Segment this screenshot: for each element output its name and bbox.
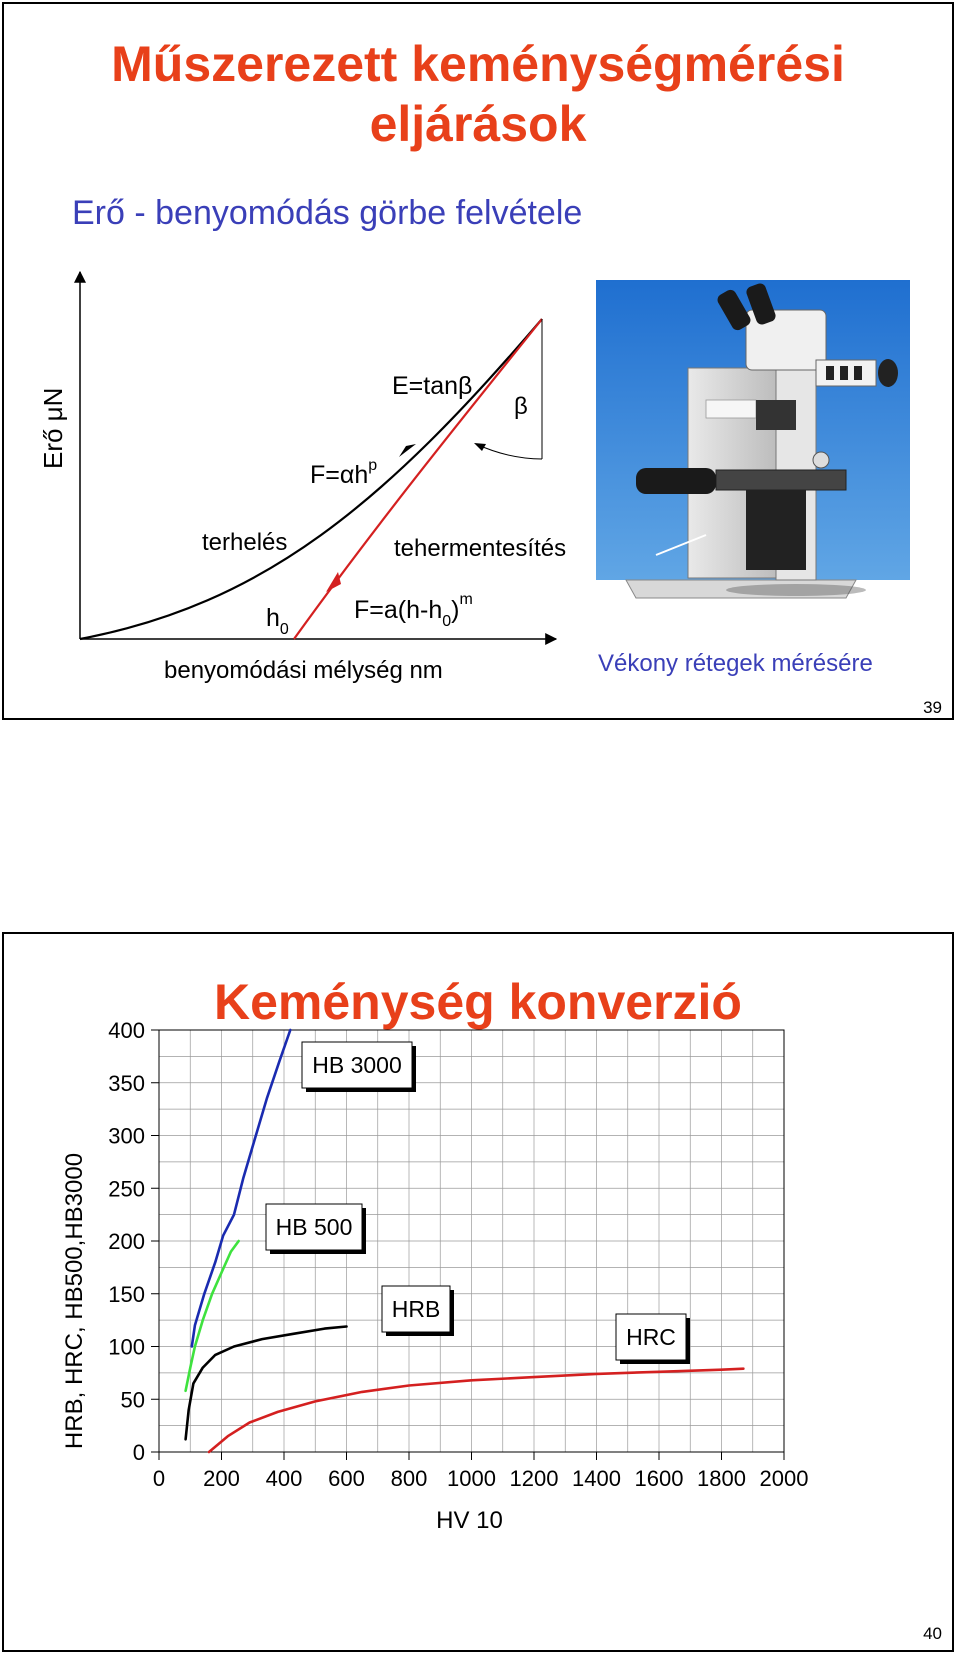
curve-label-text: HRB [391,1296,441,1322]
slide-40 [2,932,954,1652]
chart-curve-labels [266,1042,690,1364]
nanoindenter-photo [596,280,910,624]
curve-label-hb-500 [266,1204,366,1254]
force-indentation-diagram [4,254,594,694]
x-tick-label: 1400 [572,1466,621,1491]
x-tick-label: 600 [328,1466,365,1491]
label-h0-main: h [266,604,280,632]
x-axis-label: benyomódási mélység nm [164,657,443,684]
slide-title-line1: Műszerezett keménységmérési [111,36,845,92]
curve-label-hb-3000 [302,1042,416,1092]
x-tick-label: 1800 [697,1466,746,1491]
slide-title-line2: eljárások [369,96,587,152]
formula-unloading-close: ) [451,596,460,624]
page-number: 39 [923,698,942,717]
x-tick-label: 200 [203,1466,240,1491]
x-tick-label: 0 [152,1466,166,1491]
page-number: 40 [923,1624,942,1643]
curve-label-hrb [382,1286,454,1336]
y-tick-label: 200 [108,1229,145,1254]
formula-loading-main: F=αh [310,461,369,489]
label-h0 [266,604,289,638]
formula-loading [310,457,377,489]
beta-angle-arc [476,444,542,459]
y-axis-label: HRB, HRC, HB500,HB3000 [61,1152,88,1450]
label-loading: terhelés [202,529,288,556]
slide-39 [2,2,954,720]
y-tick-label: 150 [108,1281,145,1307]
formula-unloading-sup: m [459,591,473,608]
y-axis-label: Erő μN [38,387,68,469]
y-tick-label: 400 [108,1018,145,1043]
label-h0-sub: 0 [279,621,289,638]
label-unloading: tehermentesítés [394,535,567,562]
y-tick-label: 250 [108,1176,145,1202]
curve-label-text: HB 3000 [312,1052,402,1078]
formula-loading-sup: p [368,457,378,474]
series-hrb [186,1327,347,1440]
x-tick-label: 1000 [447,1466,496,1491]
y-tick-label: 100 [108,1334,145,1360]
beta-arrow [474,443,486,451]
x-tick-label: 2000 [759,1466,809,1491]
label-beta: β [514,393,528,420]
series-hrc [209,1369,743,1452]
curve-label-hrc [616,1314,690,1364]
y-tick-label: 350 [108,1070,145,1096]
x-tick-label: 1600 [634,1466,684,1491]
chart-ticks [108,1018,808,1491]
formula-unloading-sub: 0 [442,613,452,630]
formula-modulus: E=tanβ [392,372,473,400]
hardness-conversion-chart [4,934,952,1650]
curve-label-text: HB 500 [275,1214,353,1240]
formula-unloading-main: F=a(h-h [354,596,443,624]
slide-title: Keménység konverzió [214,974,742,1030]
y-tick-label: 300 [108,1123,145,1149]
curve-label-text: HRC [626,1324,676,1350]
formula-unloading [354,591,473,630]
x-tick-label: 1200 [509,1466,559,1491]
unloading-arrow [326,572,341,592]
slide-subtitle: Erő - benyomódás görbe felvétele [72,194,583,232]
series-hb-500 [186,1241,239,1391]
x-tick-label: 800 [390,1466,428,1491]
photo-caption: Vékony rétegek mérésére [598,650,873,677]
y-tick-label: 50 [120,1387,145,1413]
loading-arrow [399,444,416,457]
x-axis-label: HV 10 [436,1507,503,1534]
y-tick-label: 0 [132,1440,145,1465]
x-tick-label: 400 [265,1466,303,1491]
chart-grid [159,1030,784,1452]
